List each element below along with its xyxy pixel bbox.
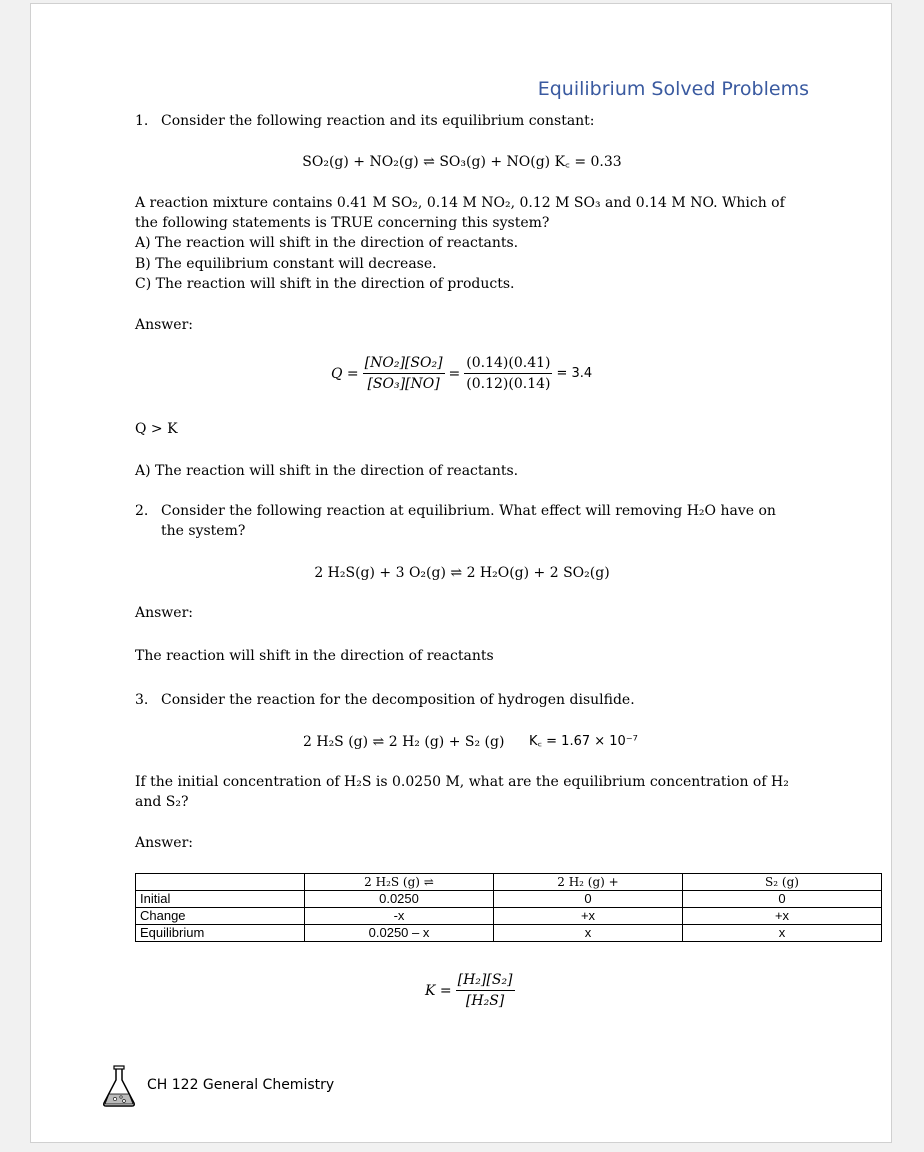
table-header: S₂ (g): [683, 874, 882, 891]
q2-answer-label: Answer:: [135, 605, 193, 621]
q2-number: 2.: [135, 503, 149, 519]
k-fraction: [456, 971, 515, 1010]
q-fraction-numerator: [NO₂][SO₂]: [363, 354, 445, 374]
document-page: [30, 3, 892, 1143]
q1-option-c: C) The reaction will shift in the direction of products.: [135, 276, 515, 292]
table-cell: 0: [494, 891, 683, 908]
k-fraction-denominator: [H₂S]: [465, 993, 505, 1009]
q2-prompt-line-1: Consider the following reaction at equilibrium. What effect will removing H₂O have on: [161, 503, 776, 519]
q-fraction-denominator: [SO₃][NO]: [367, 376, 440, 392]
q-fraction-concentrations: [363, 354, 445, 393]
flask-icon: [101, 1064, 137, 1108]
q3-k-expression: [425, 971, 515, 1010]
row-label-initial: Initial: [136, 891, 305, 908]
q3-answer-label: Answer:: [135, 835, 193, 851]
table-cell: 0.0250 – x: [305, 925, 494, 942]
table-row: [136, 874, 882, 891]
q1-q-expression: [331, 354, 592, 393]
table-row: [136, 908, 882, 925]
q1-comparison: Q > K: [135, 421, 178, 437]
q1-option-b: B) The equilibrium constant will decrease.: [135, 256, 437, 272]
q3-prompt-text: Consider the reaction for the decomposition of hydrogen disulfide.: [161, 692, 635, 708]
k-fraction-numerator: [H₂][S₂]: [456, 971, 515, 991]
table-cell: x: [683, 925, 882, 942]
q-fraction-values: [464, 354, 552, 393]
q2-prompt: [135, 501, 776, 521]
q1-number: 1.: [135, 113, 149, 129]
q1-text-line-2: the following statements is TRUE concerning this system?: [135, 215, 550, 231]
q-result: = 3.4: [556, 366, 593, 381]
q3-prompt: [135, 690, 635, 710]
q-symbol: Q =: [331, 365, 359, 382]
equals-sign: =: [448, 365, 461, 382]
table-cell: 0: [683, 891, 882, 908]
table-cell: [136, 874, 305, 891]
q3-number: 3.: [135, 692, 149, 708]
table-header: 2 H₂S (g) ⇌: [305, 874, 494, 891]
q1-prompt-text: Consider the following reaction and its equilibrium constant:: [161, 113, 595, 129]
q3-k-value: K꜀ = 1.67 × 10⁻⁷: [529, 734, 638, 749]
k-symbol: K =: [425, 982, 452, 999]
table-cell: +x: [494, 908, 683, 925]
q1-conclusion: A) The reaction will shift in the direction of reactants.: [135, 463, 519, 479]
footer-course: CH 122 General Chemistry: [147, 1077, 335, 1093]
q1-answer-label: Answer:: [135, 317, 193, 333]
table-header: 2 H₂ (g) +: [494, 874, 683, 891]
q-values-denominator: (0.12)(0.14): [466, 376, 551, 392]
q-values-numerator: (0.14)(0.41): [464, 354, 552, 374]
table-row: [136, 891, 882, 908]
table-cell: +x: [683, 908, 882, 925]
row-label-change: Change: [136, 908, 305, 925]
table-cell: 0.0250: [305, 891, 494, 908]
q2-equation: 2 H₂S(g) + 3 O₂(g) ⇌ 2 H₂O(g) + 2 SO₂(g): [314, 565, 610, 581]
q2-answer: The reaction will shift in the direction of reactants: [135, 648, 494, 664]
ice-table: [135, 873, 882, 942]
q1-text-line-1: A reaction mixture contains 0.41 M SO₂, 0.14 M NO₂, 0.12 M SO₃ and 0.14 M NO. Which of: [135, 195, 785, 211]
q3-text-line-1: If the initial concentration of H₂S is 0.0250 M, what are the equilibrium concentration of H₂: [135, 774, 789, 790]
table-row: [136, 925, 882, 942]
table-cell: -x: [305, 908, 494, 925]
q3-text-line-2: and S₂?: [135, 794, 189, 810]
q1-equation: SO₂(g) + NO₂(g) ⇌ SO₃(g) + NO(g) K꜀ = 0.33: [302, 154, 622, 170]
table-cell: x: [494, 925, 683, 942]
q3-equation: 2 H₂S (g) ⇌ 2 H₂ (g) + S₂ (g): [303, 734, 505, 750]
q1-prompt: [135, 111, 595, 131]
row-label-equilibrium: Equilibrium: [136, 925, 305, 942]
q1-option-a: A) The reaction will shift in the direction of reactants.: [135, 235, 519, 251]
page-title: Equilibrium Solved Problems: [537, 78, 809, 100]
q2-prompt-line-2: the system?: [161, 523, 246, 539]
